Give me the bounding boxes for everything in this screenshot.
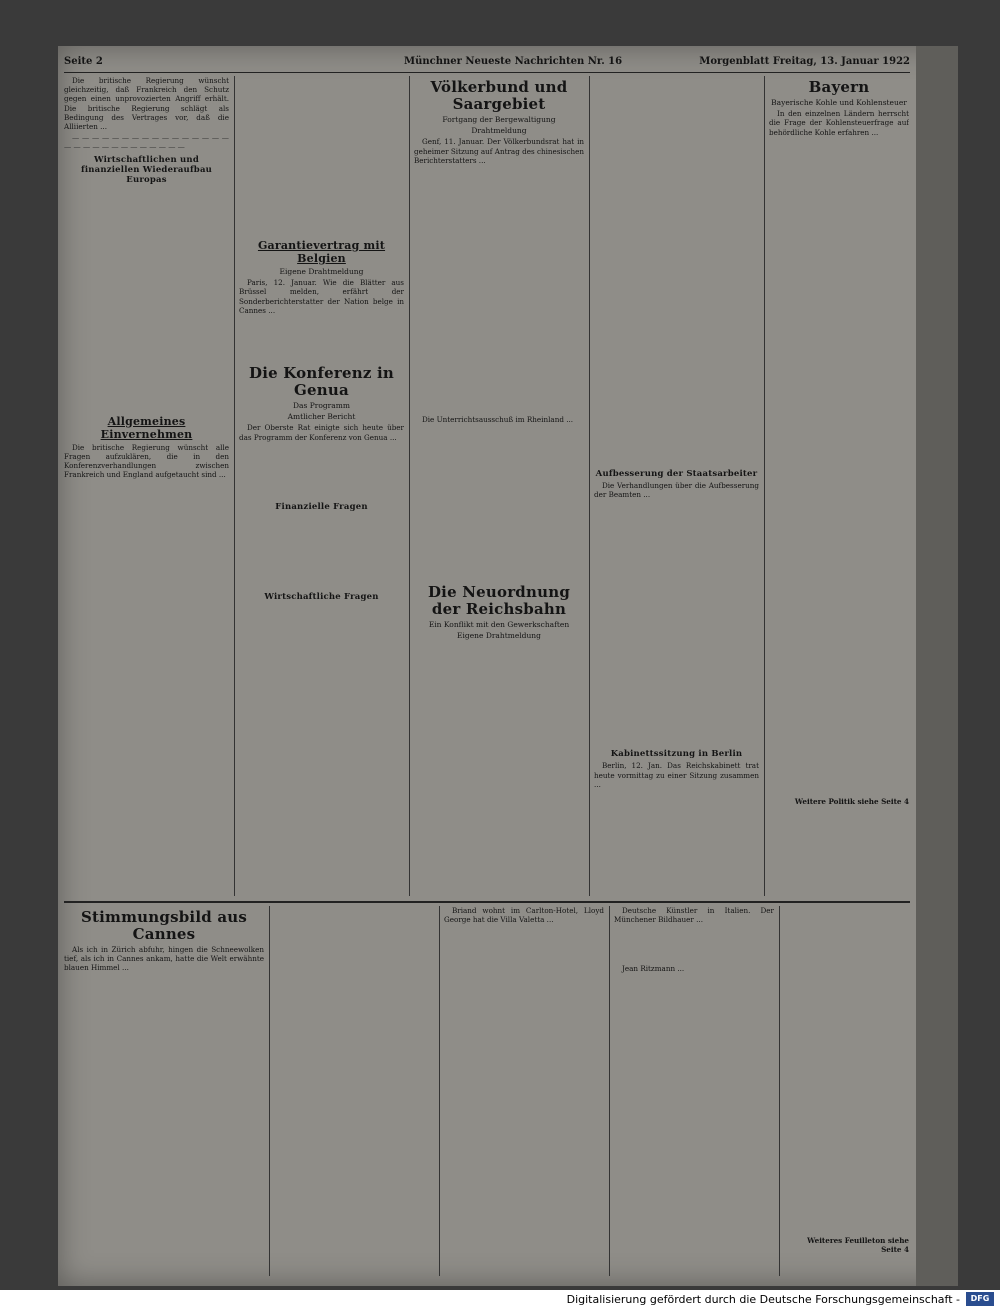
feuilleton-col-5	[784, 906, 909, 1276]
article-headline: Bayern	[808, 78, 870, 96]
feuilleton-col-1	[64, 906, 264, 1276]
continued-note: Weitere Politik siehe Seite 4	[794, 796, 909, 806]
feuilleton-text: Deutsche Künstler in Italien. Der Münchener Bildhauer ...	[614, 906, 774, 925]
column-divider	[764, 76, 765, 896]
section-heading: Allgemeines Einvernehmen	[100, 414, 193, 441]
article-headline: Garantievertrag mit Belgien	[257, 239, 386, 265]
newspaper-page	[58, 46, 958, 1286]
section-heading: Aufbesserung der Staatsarbeiter	[595, 469, 758, 479]
column-4	[594, 76, 759, 896]
issue-date: Morgenblatt Freitag, 13. Januar 1922	[699, 56, 910, 67]
article-text: Genf, 11. Januar. Der Völkerbundsrat hat in geheimer Sitzung auf Antrag des chinesischen Berichterstatters ...	[414, 137, 584, 165]
article-text: In den einzelnen Ländern herrscht die Frage der Kohlensteuerfrage auf behördliche Kohle erfahren ...	[769, 109, 909, 137]
article-text: Die Unterrichtsausschuß im Rheinland ...	[422, 415, 574, 425]
column-5	[769, 76, 909, 896]
article-text: Der Oberste Rat einigte sich heute über das Programm der Konferenz von Genua ...	[239, 423, 404, 442]
column-2	[239, 76, 404, 896]
feuilleton-col-2	[274, 906, 434, 1276]
section-heading: Wirtschaftlichen und finanziellen Wiederaufbau Europas	[80, 154, 213, 185]
column-1-text: Die britische Regierung wünscht alle Fragen aufzuklären, die in den Konferenzverhandlungen zwischen Frankreich und England aufgetaucht sind ...	[64, 442, 229, 480]
column-divider	[779, 906, 780, 1276]
column-divider	[409, 76, 410, 896]
column-divider	[589, 76, 590, 896]
column-1	[64, 76, 229, 896]
feuilleton-headline: Stimmungsbild aus Cannes	[80, 908, 247, 943]
feuilleton-text: Briand wohnt im Carlton-Hotel, Lloyd George hat die Villa Valetta ...	[444, 906, 604, 925]
article-subline: Drahtmeldung	[471, 126, 527, 136]
feuilleton-text: Jean Ritzmann ...	[622, 964, 685, 974]
article-subline: Bayerische Kohle und Kohlensteuer	[771, 98, 907, 107]
article-headline: Die Neuordnung der Reichsbahn	[427, 583, 571, 619]
section-heading: Wirtschaftliche Fragen	[264, 591, 379, 602]
article-subline: Fortgang der Bergewaltigung	[442, 115, 556, 124]
digitization-footer	[0, 1290, 1000, 1309]
column-1-text: Die britische Regierung wünscht gleichzeitig, daß Frankreich den Schutz gegen einen unprovozierten Angriff erhält. Die britische Regierung schlägt als Bedingung des Vertrages vor, daß die Alliierten ...	[64, 76, 229, 132]
feuilleton-text: Als ich in Zürich abfuhr, hingen die Schneewolken tief, als ich in Cannes ankam, hatte die Welt erwähnte blauen Himmel ...	[64, 945, 264, 973]
article-subline: Eigene Drahtmeldung	[279, 267, 364, 276]
article-subline: Eigene Drahtmeldung	[457, 631, 541, 641]
article-headline: Völkerbund und Saargebiet	[430, 78, 568, 113]
article-subline: Amtlicher Bericht	[287, 412, 356, 422]
column-divider	[234, 76, 235, 896]
column-divider	[269, 906, 270, 1276]
page-header	[64, 56, 910, 70]
feuilleton-col-3	[444, 906, 604, 1276]
column-2-intro	[239, 76, 404, 236]
page-number: Seite 2	[64, 56, 103, 67]
article-text: Die Verhandlungen über die Aufbesserung der Beamten ...	[594, 481, 759, 500]
section-heading: Kabinettssitzung in Berlin	[610, 749, 743, 760]
feuilleton-col-4	[614, 906, 774, 1276]
article-text: Paris, 12. Januar. Wie die Blätter aus Brüssel melden, erfährt der Sonderberichterstatter der Nation belge in Cannes ...	[239, 278, 404, 315]
article-text: Berlin, 12. Jan. Das Reichskabinett trat heute vormittag zu einer Sitzung zusammen ...	[594, 761, 759, 789]
dfg-logo: DFG	[966, 1292, 994, 1306]
section-heading: Finanzielle Fragen	[275, 501, 368, 512]
column-1-filler: — — — — — — — — — — — — — — — — — — — — — — — — — — — — —	[64, 133, 229, 152]
article-headline: Die Konferenz in Genua	[249, 364, 394, 400]
article-subline: Ein Konflikt mit den Gewerkschaften	[428, 620, 570, 630]
column-divider	[439, 906, 440, 1276]
funding-credit: Digitalisierung gefördert durch die Deutsche Forschungsgemeinschaft -	[566, 1293, 960, 1306]
column-4-intro	[594, 76, 759, 466]
article-subline: Das Programm	[293, 401, 350, 411]
feuilleton-rule	[64, 901, 910, 903]
column-divider	[609, 906, 610, 1276]
header-rule	[64, 72, 910, 73]
paper-title: Münchner Neueste Nachrichten Nr. 16	[404, 56, 623, 67]
page-edge	[916, 46, 958, 1286]
column-3	[414, 76, 584, 896]
continued-note: Weiteres Feuilleton siehe Seite 4	[807, 1236, 909, 1255]
